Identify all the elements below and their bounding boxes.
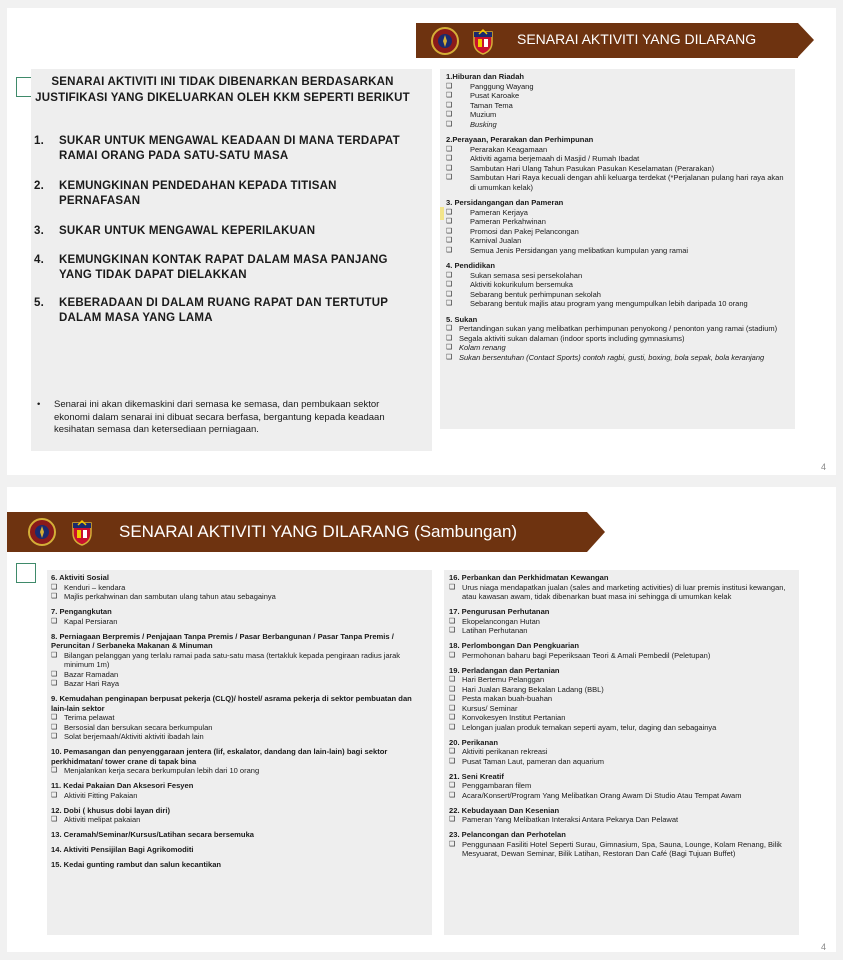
item-text: Pameran Yang Melibatkan Interaksi Antara Pekarya Dan Pelawat	[462, 815, 679, 824]
item-text: Sukan bersentuhan (Contact Sports) contoh ragbi, gusti, boxing, bola sepak, bola keranjang	[459, 352, 765, 362]
list-item	[51, 617, 428, 627]
item-text: Bersosial dan bersukan secara berkumpulan	[64, 722, 213, 732]
list-item	[446, 334, 790, 344]
banner-title: SENARAI AKTIVITI YANG DILARANG	[517, 31, 757, 47]
item-text: Hari Bertemu Pelanggan	[462, 675, 545, 684]
item-text: Kenduri – kendara	[64, 582, 126, 592]
prohibited-activities-list	[440, 69, 795, 429]
list-item	[449, 685, 794, 695]
banner-arrow	[587, 512, 605, 552]
item-text: Lelongan jualan produk ternakan seperti ayam, telur, daging dan sebagainya	[462, 722, 717, 732]
checkbox-icon: ❑	[449, 676, 456, 683]
activity-section	[449, 607, 794, 636]
update-note	[34, 399, 404, 437]
checkbox-icon: ❑	[449, 651, 456, 659]
slide-2	[7, 487, 836, 952]
reason-text: KEMUNGKINAN PENDEDAHAN KEPADA TITISAN PERNAFASAN	[59, 180, 337, 207]
reason-text: SUKAR UNTUK MENGAWAL KEPERILAKUAN	[59, 225, 316, 237]
checkbox-icon: ❑	[446, 334, 453, 342]
activity-section	[446, 261, 790, 309]
item-text: Sambutan Hari Raya kecuali dengan ahli keluarga terdekat (*Perjalanan pulang hari raya akan di umumkan kelak)	[470, 173, 784, 192]
section-title: 1.Hiburan dan Riadah	[446, 72, 525, 81]
item-text: Kapal Persiaran	[64, 616, 118, 626]
list-item	[51, 592, 428, 602]
item-text: Pameran Kerjaya	[470, 207, 528, 217]
list-item	[446, 91, 790, 101]
list-item	[446, 145, 790, 155]
item-text: Promosi dan Pakej Pelancongan	[470, 226, 579, 236]
note-text: Senarai ini akan dikemaskini dari semasa ke semasa, dan pembukaan sektor ekonomi dalam senarai ini dibuat secara berfasa, bergantung kepada keadaan kesihatan semasa dan ketersediaan perniagaan.	[54, 399, 385, 435]
list-item	[446, 246, 790, 256]
list-item	[449, 626, 794, 636]
slide-1	[7, 8, 836, 475]
list-item	[449, 617, 794, 627]
reason-item	[34, 134, 411, 164]
section-title: 8. Perniagaan Berpremis / Penjajaan Tanpa Premis / Pasar Berbangunan / Pasar Tanpa Premis / Peruncitan / Serbaneka Makanan & Minuman	[51, 631, 394, 650]
activity-section	[449, 666, 794, 733]
section-title: 15. Kedai gunting rambut dan salun kecantikan	[51, 860, 222, 869]
activity-section	[449, 738, 794, 767]
checkbox-icon: ❑	[449, 617, 456, 625]
prohibited-activities-list-right	[444, 570, 799, 935]
checkbox-icon: ❑	[446, 344, 453, 351]
checkbox-icon: ❑	[51, 680, 58, 687]
item-text: Aktiviti kokurikulum bersemuka	[470, 280, 573, 289]
section-title: 13. Ceramah/Seminar/Kursus/Latihan secara bersemuka	[51, 830, 255, 839]
checkbox-icon: ❑	[446, 101, 453, 109]
item-text: Perarakan Keagamaan	[470, 144, 548, 154]
reason-number: 4.	[34, 254, 44, 266]
item-text: Pusat Karoake	[470, 91, 520, 100]
reason-text: KEBERADAAN DI DALAM RUANG RAPAT DAN TERTUTUP DALAM MASA YANG LAMA	[59, 297, 388, 324]
list-item	[446, 227, 790, 237]
checkbox-icon: ❑	[51, 791, 58, 799]
checkbox-icon: ❑	[446, 174, 453, 181]
section-title: 4. Pendidikan	[446, 261, 495, 270]
item-text: Permohonan baharu bagi Peperiksaan Teori & Amali Pembedil (Peletupan)	[462, 650, 711, 660]
checkbox-icon: ❑	[51, 670, 58, 678]
checkbox-icon: ❑	[446, 111, 453, 118]
left-heading: SENARAI AKTIVITI INI TIDAK DIBENARKAN BERDASARKAN JUSTIFIKASI YANG DIKELUARKAN OLEH KKM SEPERTI BERIKUT	[35, 76, 410, 104]
list-item	[446, 154, 790, 164]
activity-section	[51, 747, 428, 776]
activity-section	[51, 694, 428, 742]
section-title: 16. Perbankan dan Perkhidmatan Kewangan	[449, 573, 609, 582]
item-text: Aktiviti agama berjemaah di Masjid / Rumah Ibadat	[470, 154, 640, 163]
activity-section	[446, 315, 790, 363]
list-item	[449, 713, 794, 723]
reason-number: 5.	[34, 297, 44, 309]
list-item	[449, 840, 794, 859]
list-item	[51, 583, 428, 593]
reason-item	[34, 253, 411, 283]
item-text: Penggambaran filem	[462, 781, 532, 790]
section-title: 22. Kebudayaan Dan Kesenian	[449, 805, 560, 815]
list-item	[449, 781, 794, 791]
item-text: Pusat Taman Laut, pameran dan aquarium	[462, 756, 605, 766]
list-item	[51, 766, 428, 776]
page-number: 4	[820, 462, 826, 472]
reason-number: 1.	[34, 135, 44, 147]
checkbox-icon: ❑	[449, 714, 456, 721]
checkbox-icon: ❑	[446, 208, 453, 216]
item-text: Aktiviti Fitting Pakaian	[64, 790, 138, 800]
checkbox-icon: ❑	[449, 704, 456, 712]
list-item	[446, 208, 790, 218]
checkbox-icon: ❑	[449, 748, 456, 755]
list-item	[449, 791, 794, 801]
activity-section	[449, 806, 794, 825]
item-text: Ekopelancongan Hutan	[462, 616, 540, 626]
list-item	[51, 670, 428, 680]
list-item	[446, 101, 790, 111]
item-text: Taman Tema	[470, 100, 513, 110]
item-text: Terima pelawat	[64, 713, 115, 722]
item-text: Sebarang bentuk perhimpunan sekolah	[470, 289, 601, 299]
activity-section	[446, 198, 790, 255]
section-title: 14. Aktiviti Pensijilan Bagi Agrikomoditi	[51, 845, 194, 854]
item-text: Karnival Jualan	[470, 236, 522, 245]
list-item	[446, 173, 790, 192]
item-text: Semua Jenis Persidangan yang melibatkan kumpulan yang ramai	[470, 245, 689, 255]
police-crest-icon	[430, 26, 460, 56]
reason-text: SUKAR UNTUK MENGAWAL KEADAAN DI MANA TERDAPAT RAMAI ORANG PADA SATU-SATU MASA	[59, 135, 400, 162]
list-item	[446, 324, 790, 334]
checkbox-icon: ❑	[446, 246, 453, 254]
checkbox-icon: ❑	[51, 733, 58, 740]
list-item	[51, 713, 428, 723]
checkbox-icon: ❑	[449, 723, 456, 731]
checkbox-icon: ❑	[446, 300, 453, 307]
item-text: Hari Jualan Barang Bekalan Ladang (BBL)	[462, 684, 604, 694]
checkbox-icon: ❑	[449, 791, 456, 799]
item-text: Sambutan Hari Ulang Tahun Pasukan Pasukan Keselamatan (Perarakan)	[470, 163, 715, 173]
checkbox-icon: ❑	[446, 82, 453, 90]
activity-section	[51, 806, 428, 825]
section-title: 20. Perikanan	[449, 737, 498, 747]
item-text: Sukan semasa sesi persekolahan	[470, 270, 583, 280]
item-text: Bilangan pelanggan yang terlalu ramai pada satu-satu masa (tertakluk kepada pengiraan radius jarak minimum 1m)	[64, 650, 401, 669]
list-item	[449, 757, 794, 767]
activity-section	[51, 632, 428, 689]
section-title: 7. Pengangkutan	[51, 607, 112, 616]
note-bullet: •	[37, 399, 41, 410]
item-text: Solat berjemaah/Aktiviti aktiviti ibadah lain	[64, 732, 204, 741]
activity-section	[449, 573, 794, 602]
reason-item	[34, 296, 411, 326]
activity-section	[51, 781, 428, 800]
section-title: 5. Sukan	[446, 314, 478, 324]
checkbox-icon: ❑	[446, 237, 453, 244]
section-title: 2.Perayaan, Perarakan dan Perhimpunan	[446, 135, 594, 144]
reason-item	[34, 224, 411, 239]
activity-section	[51, 573, 428, 602]
coat-of-arms-icon	[67, 517, 97, 547]
list-item	[446, 290, 790, 300]
checkbox-icon: ❑	[449, 816, 456, 823]
checkbox-icon: ❑	[449, 627, 456, 634]
reason-item	[34, 179, 411, 209]
reason-text: KEMUNGKINAN KONTAK RAPAT DALAM MASA PANJANG YANG TIDAK DAPAT DIELAKKAN	[59, 254, 388, 281]
checkbox-outline-icon	[16, 563, 36, 583]
checkbox-icon: ❑	[449, 840, 456, 848]
list-item	[449, 651, 794, 661]
checkbox-icon: ❑	[446, 290, 453, 298]
checkbox-icon: ❑	[446, 120, 453, 128]
prohibited-activities-list-left	[47, 570, 432, 935]
checkbox-icon: ❑	[446, 155, 453, 162]
list-item	[51, 723, 428, 733]
checkbox-icon: ❑	[51, 593, 58, 600]
banner-arrow	[798, 23, 814, 57]
section-title: 23. Pelancongan dan Perhotelan	[449, 830, 566, 839]
item-text: Pameran Perkahwinan	[470, 217, 546, 226]
item-text: Kolam renang	[459, 343, 506, 352]
activity-section	[51, 607, 428, 626]
checkbox-icon: ❑	[446, 281, 453, 288]
list-item	[446, 110, 790, 120]
item-text: Segala aktiviti sukan dalaman (indoor sports including gymnasiums)	[459, 333, 685, 343]
activity-section	[51, 860, 428, 870]
list-item	[449, 583, 794, 602]
checkbox-icon: ❑	[449, 757, 456, 765]
item-text: Konvokesyen Institut Pertanian	[462, 713, 566, 722]
checkbox-icon: ❑	[446, 353, 453, 361]
section-title: 6. Aktiviti Sosial	[51, 573, 109, 582]
list-item	[449, 694, 794, 704]
item-text: Urus niaga mendapatkan jualan (sales and marketing activities) di luar premis institusi kewangan, atau kawasan awam, tidak dibenarkan buat masa ini sehingga di umumkan kelak	[462, 582, 786, 601]
item-text: Pertandingan sukan yang melibatkan perhimpunan penyokong / penonton yang ramai (stadium)	[459, 324, 778, 333]
checkbox-icon: ❑	[449, 695, 456, 702]
list-item	[449, 675, 794, 685]
activity-section	[51, 830, 428, 840]
item-text: Panggung Wayang	[470, 81, 534, 91]
item-text: Sebarang bentuk majlis atau program yang mengumpulkan lebih daripada 10 orang	[470, 299, 748, 308]
list-item	[446, 236, 790, 246]
item-text: Majlis perkahwinan dan sambutan ulang tahun atau sebagainya	[64, 592, 276, 601]
section-title: 18. Perlombongan Dan Pengkuarian	[449, 641, 579, 650]
activity-section	[449, 830, 794, 859]
checkbox-icon: ❑	[51, 767, 58, 774]
checkbox-icon: ❑	[51, 583, 58, 591]
section-title: 17. Pengurusan Perhutanan	[449, 607, 550, 616]
item-text: Latihan Perhutanan	[462, 626, 528, 635]
item-text: Bazar Hari Raya	[64, 679, 120, 688]
checkbox-icon: ❑	[51, 651, 58, 659]
section-title: 21. Seni Kreatif	[449, 771, 504, 781]
slide2-title-banner	[7, 512, 587, 552]
checkbox-icon: ❑	[51, 723, 58, 731]
item-text: Aktiviti perikanan rekreasi	[462, 747, 548, 756]
activity-section	[449, 641, 794, 660]
list-item	[449, 747, 794, 757]
police-crest-icon	[27, 517, 57, 547]
checkbox-icon: ❑	[51, 816, 58, 823]
list-item	[446, 164, 790, 174]
coat-of-arms-icon	[468, 26, 498, 56]
list-item	[449, 723, 794, 733]
section-title: 10. Pemasangan dan penyenggaraan jentera (lif, eskalator, dandang dan lain-lain) bagi sektor perkhidmatan/ tower crane di tapak bina	[51, 747, 388, 766]
checkbox-icon: ❑	[446, 92, 453, 99]
checkbox-icon: ❑	[449, 583, 456, 591]
activity-section	[449, 772, 794, 801]
list-item	[51, 679, 428, 689]
checkbox-icon: ❑	[449, 685, 456, 693]
list-item	[446, 280, 790, 290]
checkbox-icon: ❑	[446, 325, 453, 332]
list-item	[446, 343, 790, 353]
item-text: Acara/Konsert/Program Yang Melibatkan Orang Awam Di Studio Atau Tempat Awam	[462, 790, 742, 800]
item-text: Pesta makan buah-buahan	[462, 694, 553, 703]
section-title: 19. Perladangan dan Pertanian	[449, 665, 560, 675]
item-text: Busking	[470, 119, 497, 129]
activity-section	[446, 72, 790, 129]
item-text: Kursus/ Seminar	[462, 703, 518, 713]
checkbox-icon: ❑	[446, 218, 453, 225]
checkbox-icon: ❑	[51, 714, 58, 721]
checkbox-icon: ❑	[446, 145, 453, 153]
reason-number: 2.	[34, 180, 44, 192]
list-item	[446, 271, 790, 281]
activity-section	[446, 135, 790, 192]
activity-section	[51, 845, 428, 855]
section-title: 12. Dobi ( khusus dobi layan diri)	[51, 805, 170, 815]
checkbox-icon: ❑	[446, 271, 453, 279]
section-title: 9. Kemudahan penginapan berpusat pekerja (CLQ)/ hostel/ asrama pekerja di sektor pembuatan dan lain-lain sektor	[51, 694, 412, 713]
checkbox-icon: ❑	[449, 782, 456, 789]
section-title: 11. Kedai Pakaian Dan Aksesori Fesyen	[51, 781, 194, 790]
banner-title: SENARAI AKTIVITI YANG DILARANG (Sambungan)	[119, 522, 518, 541]
list-item	[446, 82, 790, 92]
list-item	[51, 791, 428, 801]
item-text: Penggunaan Fasiliti Hotel Seperti Surau, Gimnasium, Spa, Sauna, Lounge, Kolam Renang, Bilik Mesyuarat, Dewan Seminar, Bilik Latihan, Restoran Dan Café (Bagi Tujuan Buffet)	[462, 839, 782, 858]
list-item	[449, 815, 794, 825]
page-number: 4	[820, 942, 826, 952]
item-text: Menjalankan kerja secara berkumpulan lebih dari 10 orang	[64, 766, 260, 775]
list-item	[449, 704, 794, 714]
checkbox-icon: ❑	[446, 227, 453, 235]
checkbox-icon: ❑	[51, 617, 58, 625]
list-item	[51, 815, 428, 825]
item-text: Aktiviti melipat pakaian	[64, 815, 141, 824]
list-item	[446, 353, 790, 363]
list-item	[446, 120, 790, 130]
checkbox-icon: ❑	[446, 164, 453, 172]
slide1-title-banner	[416, 23, 798, 58]
list-item	[446, 217, 790, 227]
list-item	[51, 651, 428, 670]
list-item	[446, 299, 790, 309]
section-title: 3. Persidangangan dan Pameran	[446, 198, 564, 207]
reason-number: 3.	[34, 225, 44, 237]
item-text: Bazar Ramadan	[64, 669, 119, 679]
item-text: Muzium	[470, 110, 497, 119]
list-item	[51, 732, 428, 742]
